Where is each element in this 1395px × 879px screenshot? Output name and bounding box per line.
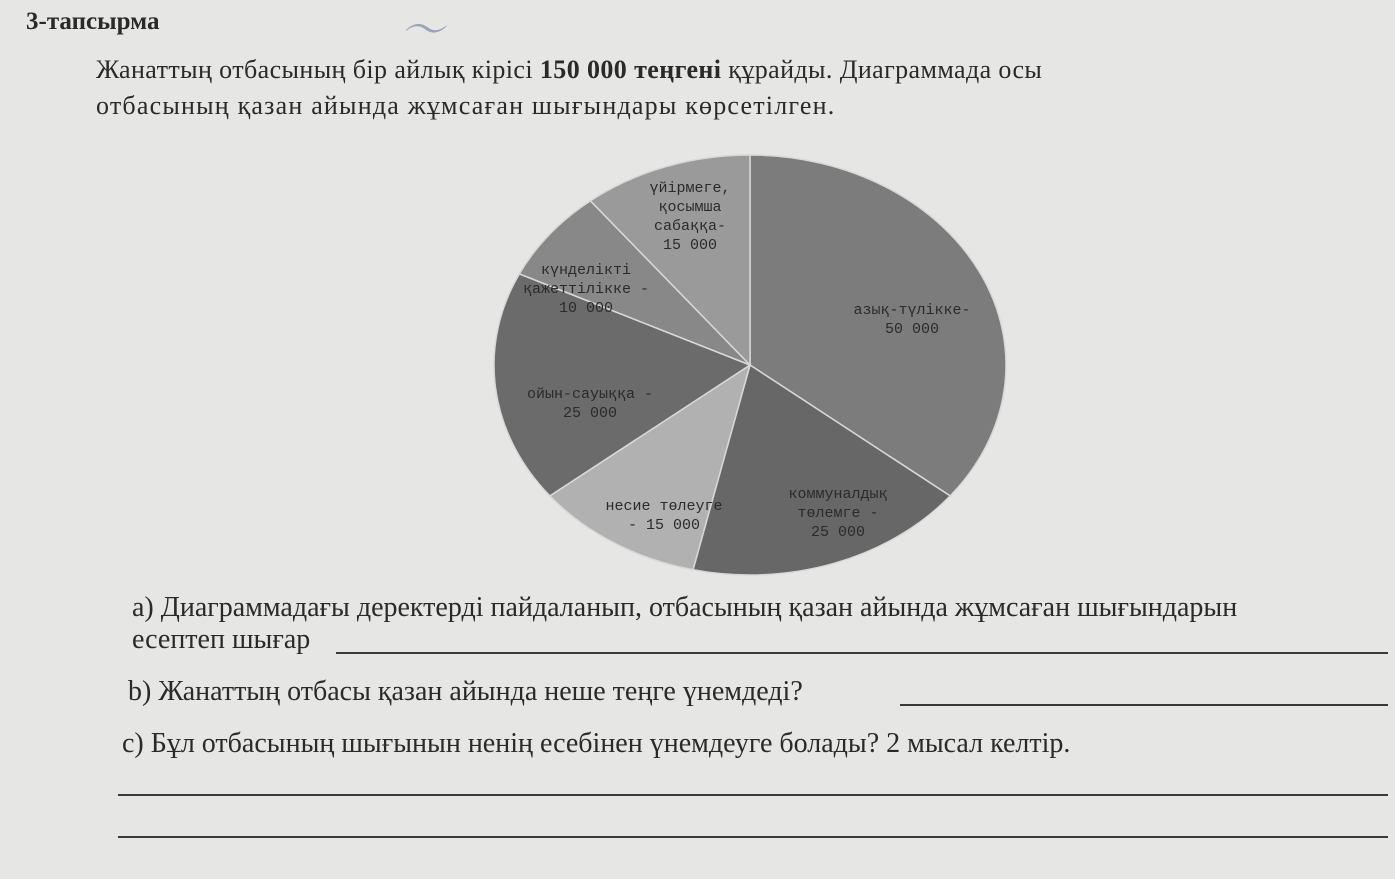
pie-label-entertainment: ойын-сауыққа -25 000 <box>526 386 654 422</box>
answer-line-a[interactable] <box>336 652 1388 654</box>
question-a: а) Диаграммадағы деректерді пайдаланып, отбасының қазан айында жұмсаған шығындарын <box>132 592 1238 623</box>
pie-label-food: азық-түлікке-50 000 <box>853 302 971 338</box>
handwritten-scribble: 〜 <box>400 6 444 55</box>
pie-label-loan: несие төлеуге - 15 000 <box>605 498 723 534</box>
pie-label-clubs-lessons: үйірмеге, қосымша сабаққа-15 000 <box>649 180 731 254</box>
task-heading: 3-тапсырма <box>26 8 160 35</box>
pie-label-utilities: коммуналдық төлемге -25 000 <box>788 486 888 541</box>
intro-text-pre: Жанаттың отбасының бір айлық кірісі <box>96 55 540 84</box>
answer-line-b[interactable] <box>900 704 1388 706</box>
question-b: b) Жанаттың отбасы қазан айында неше теңге үнемдеді? <box>128 676 803 707</box>
intro-text-post: құрайды. Диаграммада осы <box>721 55 1043 84</box>
intro-income-amount: 150 000 теңгені <box>539 55 722 84</box>
question-c: с) Бұл отбасының шығынын ненің есебінен үнемдеуге болады? 2 мысал келтір. <box>122 728 1071 759</box>
question-a-continued: есептеп шығар <box>132 624 311 655</box>
pie-label-daily-needs: күнделікті қажеттілікке -10 000 <box>522 262 650 317</box>
answer-line-c2[interactable] <box>118 836 1388 838</box>
intro-line-2: отбасының қазан айында жұмсаған шығындары көрсетілген. <box>96 91 836 120</box>
answer-line-c1[interactable] <box>118 794 1388 796</box>
